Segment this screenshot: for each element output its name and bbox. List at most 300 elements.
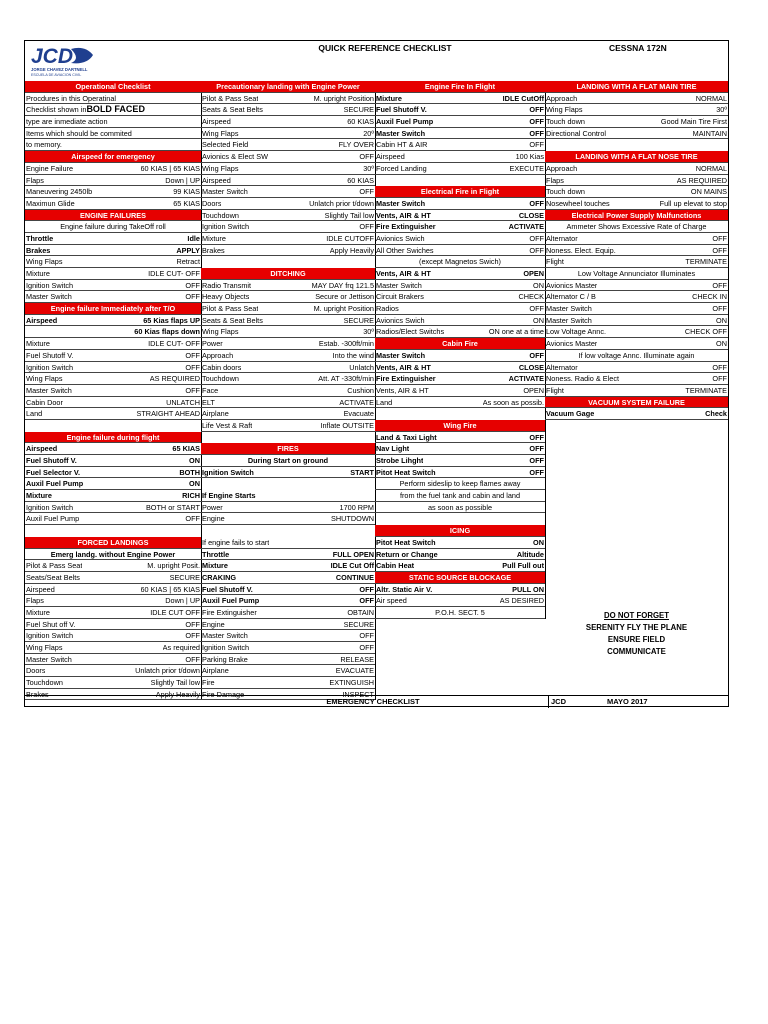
item-label: Master Switch — [26, 385, 72, 395]
checklist-item — [25, 607, 201, 619]
checklist-item — [25, 478, 201, 490]
item-label: Pitot Heat Switch — [376, 537, 436, 547]
item-action: OFF — [529, 117, 544, 127]
item-label: Fuel Selector V. — [26, 467, 81, 477]
item-label: Flaps — [26, 596, 44, 606]
item-action: Att. AT -330ft/min — [318, 374, 374, 384]
item-label: Flight — [546, 385, 564, 395]
item-action: Cushion — [347, 385, 374, 395]
checklist-item — [25, 186, 201, 198]
item-label: Flaps — [26, 175, 44, 185]
item-label: Doors — [202, 198, 222, 208]
item-label: Ignition Switch — [26, 631, 74, 641]
item-action: ON — [533, 315, 544, 325]
item-action: Apply Heavily — [155, 689, 200, 699]
item-label: Radios/Elect Switchs — [376, 327, 445, 337]
item-label: Master Switch — [202, 631, 248, 641]
checklist-item — [545, 128, 728, 140]
item-action: 65 Kias flaps UP — [143, 315, 200, 325]
checklist-item — [25, 93, 201, 105]
item-label: Noness. Radio & Elect — [546, 374, 620, 384]
item-action: SECURE — [343, 619, 374, 629]
item-action: OFF — [185, 631, 200, 641]
item-label — [25, 326, 26, 337]
item-action: SECURE — [343, 105, 374, 115]
item-label: Throttle — [202, 549, 230, 559]
checklist-item — [375, 303, 545, 315]
item-action: Unlatch — [349, 362, 374, 372]
item-label: Seats/Seat Belts — [26, 572, 80, 582]
item-action: ON — [533, 280, 544, 290]
checklist-item — [25, 595, 201, 607]
item-action: IDLE CutOff — [502, 93, 544, 103]
checklist-item — [25, 350, 201, 362]
checklist-item — [375, 385, 545, 397]
item-label — [375, 408, 376, 420]
checklist-item — [25, 654, 201, 666]
item-label: Nav Light — [376, 444, 410, 454]
checklist-item — [375, 233, 545, 245]
item-label: Fuel Shutoff V. — [376, 105, 427, 115]
item-action: ON one at a time — [488, 327, 544, 337]
checklist-item — [375, 104, 545, 116]
checklist-item — [201, 607, 375, 619]
item-label: Land — [376, 397, 393, 407]
item-action: 60 KIAS — [347, 175, 374, 185]
checklist-item — [545, 93, 728, 105]
item-action: OFF — [529, 444, 544, 454]
footer-org: JCD — [548, 696, 566, 708]
item-label: to memory. — [26, 140, 62, 150]
checklist-item — [25, 373, 201, 385]
item-label: CRAKING — [202, 572, 237, 582]
checklist-item — [25, 163, 201, 175]
item-action: OPEN — [523, 385, 544, 395]
item-action: AS REQUIRED — [149, 374, 200, 384]
checklist-item — [25, 291, 201, 303]
checklist-item — [375, 116, 545, 128]
checklist-item — [201, 595, 375, 607]
item-label: Brakes — [26, 245, 51, 255]
item-label: Wing Flaps — [546, 105, 583, 115]
item-action: Altitude — [516, 549, 544, 559]
item-action: OFF — [529, 105, 544, 115]
item-action: ACTIVATE — [339, 397, 374, 407]
checklist-item — [375, 584, 545, 596]
item-action: 60 KIAS — [347, 117, 374, 127]
checklist-item — [545, 233, 728, 245]
item-action: M. upright Position — [313, 304, 374, 314]
item-action: FULL OPEN — [332, 549, 374, 559]
item-action: OFF — [529, 245, 544, 255]
item-label: Radios — [376, 304, 399, 314]
item-label: Airplane — [202, 666, 229, 676]
item-label: Wing Flaps — [26, 374, 63, 384]
item-action: IDLE CUT OFF — [150, 607, 200, 617]
item-label: Power — [202, 502, 223, 512]
item-label: Mixture — [26, 269, 50, 278]
item-action: ON — [189, 456, 200, 465]
footer-date: MAYO 2017 — [607, 697, 648, 706]
checklist-item — [25, 502, 201, 514]
item-action: Retract — [176, 257, 200, 267]
item-action: BOTH or START — [145, 502, 200, 512]
checklist-note: If low voltage Annc. Illuminate again — [545, 350, 728, 362]
checklist-item — [201, 619, 375, 631]
item-label: Vents, AIR & HT — [376, 362, 431, 372]
item-action: IDLE CUT- OFF — [148, 339, 200, 349]
item-action: OFF — [185, 514, 200, 524]
checklist-item — [201, 373, 375, 385]
section-header: Electrical Fire in Flight — [375, 186, 545, 198]
checklist-item — [375, 280, 545, 292]
item-action: EXECUTE — [509, 163, 544, 173]
item-label: Master Switch — [376, 198, 426, 208]
checklist-item — [201, 560, 375, 572]
checklist-item — [545, 245, 728, 257]
item-label: Fuel Shutoff V. — [26, 350, 74, 360]
item-action: OFF — [529, 432, 544, 442]
svg-text:JCD: JCD — [31, 45, 74, 68]
item-label: Air speed — [376, 596, 407, 606]
checklist-item — [375, 455, 545, 467]
item-action: IDLE CUTOFF — [326, 233, 374, 243]
item-action: OFF — [529, 456, 544, 465]
item-label — [201, 525, 202, 537]
item-action: CHECK IN — [692, 292, 727, 302]
item-action: AS DESIRED — [499, 596, 544, 606]
checklist-item — [25, 397, 201, 409]
item-action: STRAIGHT AHEAD — [136, 409, 200, 419]
item-label: Avionics Master — [546, 280, 598, 290]
item-label: Fire Extinguisher — [376, 374, 436, 384]
checklist-item — [25, 443, 201, 455]
checklist-item — [375, 139, 545, 151]
svg-text:ESCUELA DE AVIACION CIVIL: ESCUELA DE AVIACION CIVIL — [31, 73, 82, 77]
item-label: Wing Flaps — [202, 163, 239, 173]
item-label: Mixture — [202, 233, 226, 243]
reminder-notes — [545, 610, 728, 658]
item-label: Vents, AIR & HT — [376, 269, 431, 278]
item-label: Mixture — [26, 491, 52, 501]
item-label: Airspeed — [26, 444, 58, 454]
item-action: Slightly Tail low — [150, 678, 200, 688]
checklist-item — [545, 198, 728, 210]
checklist-item — [201, 490, 375, 502]
checklist-item — [201, 303, 375, 315]
checklist-item — [375, 245, 545, 257]
checklist-item — [25, 420, 201, 432]
checklist-item — [25, 513, 201, 525]
checklist-item — [201, 432, 375, 444]
checklist-item — [375, 93, 545, 105]
checklist-item — [201, 163, 375, 175]
item-label: Master Switch — [376, 350, 426, 360]
checklist-item — [25, 362, 201, 374]
item-label: Auxil Fuel Pump — [26, 514, 80, 524]
item-label — [201, 432, 202, 444]
checklist-note: Emerg landg. without Engine Power — [25, 549, 201, 561]
checklist-item — [375, 467, 545, 479]
checklist-item — [25, 116, 201, 128]
checklist-note: Perform sideslip to keep flames away — [375, 478, 545, 490]
item-action: Good Main Tire First — [660, 117, 727, 127]
checklist-item — [25, 128, 201, 140]
item-label: Vents, AIR & HT — [376, 385, 429, 395]
checklist-item — [25, 280, 201, 292]
item-action: RICH — [182, 491, 200, 501]
item-action: 60 KIAS | 65 KIAS — [140, 584, 200, 594]
checklist-item — [375, 163, 545, 175]
item-label: Touchdown — [202, 374, 239, 384]
checklist-item — [201, 186, 375, 198]
item-label: Airspeed — [26, 315, 58, 325]
checklist-note: from the fuel tank and cabin and land — [375, 490, 545, 502]
item-label — [375, 513, 376, 525]
item-label: Master Switch — [376, 128, 426, 138]
item-label: Doors — [26, 666, 46, 676]
item-action: Evacuate — [343, 409, 374, 419]
item-label: Approach — [546, 93, 578, 103]
item-label: Directional Control — [546, 128, 607, 138]
item-label: Master Switch — [546, 304, 592, 314]
item-action: OPEN — [523, 269, 544, 278]
item-label: Procdures in this Operatinal — [26, 93, 117, 103]
section-header: Operational Checklist — [25, 81, 201, 93]
item-action: ON MAINS — [690, 187, 727, 197]
item-label: Ignition Switch — [26, 502, 74, 512]
item-action: OFF — [359, 152, 374, 162]
checklist-note: During Start on ground — [201, 455, 375, 467]
checklist-item — [25, 326, 201, 338]
item-label: Wing Flaps — [202, 327, 239, 337]
checklist-item — [201, 362, 375, 374]
section-header: Engine Fire In Flight — [375, 81, 545, 93]
item-label: Touchdown — [26, 678, 63, 688]
checklist-item — [375, 560, 545, 572]
checklist-item — [201, 291, 375, 303]
item-label: Low Voltage Annc. — [546, 327, 607, 337]
checklist-item — [201, 350, 375, 362]
item-action: OFF — [529, 128, 544, 138]
item-label: Checklist shown in — [26, 105, 87, 115]
checklist-item — [545, 175, 728, 187]
item-label: Wing Flaps — [26, 257, 63, 267]
item-label: Heavy Objects — [202, 292, 250, 302]
item-label: Engine — [202, 514, 225, 524]
checklist-item — [201, 677, 375, 689]
checklist-item — [375, 151, 545, 163]
item-label: Throttle — [26, 233, 54, 243]
item-label: Maximun Glide — [26, 198, 75, 208]
checklist-note: Low Voltage Annunciator Illuminates — [545, 268, 728, 280]
section-header: Engine failure during flight — [25, 432, 201, 444]
item-action: INSPECT — [342, 689, 374, 699]
section-header: Electrical Power Supply Malfunctions — [545, 210, 728, 222]
item-label: Life Vest & Raft — [202, 420, 253, 430]
checklist-item — [201, 420, 375, 432]
item-action: SECURE — [343, 315, 374, 325]
item-action: OFF — [359, 643, 374, 652]
checklist-item — [375, 128, 545, 140]
item-action: M. upright Position — [313, 93, 374, 103]
item-action: 30º — [716, 105, 727, 115]
checklist-item — [201, 654, 375, 666]
item-action: SECURE — [169, 572, 200, 582]
checklist-item — [375, 175, 545, 187]
item-action: As required — [162, 643, 200, 652]
item-label: Engine Failure — [26, 163, 74, 173]
checklist-item — [545, 385, 728, 397]
item-label: Auxil Fuel Pump — [26, 479, 84, 489]
checklist-item — [201, 175, 375, 187]
checklist-item — [545, 104, 728, 116]
item-label: Cabin HT & AIR — [376, 140, 428, 150]
checklist-item — [201, 467, 375, 479]
checklist-item — [201, 151, 375, 163]
item-action: OFF — [712, 245, 727, 255]
item-action: OFF — [359, 222, 374, 232]
checklist-item — [375, 537, 545, 549]
item-label: Auxil Fuel Pump — [376, 117, 434, 127]
reminder-note: ENSURE FIELD — [607, 635, 666, 644]
checklist-item — [545, 326, 728, 338]
checklist-note: P.O.H. SECT. 5 — [375, 607, 545, 619]
item-action: NORMAL — [695, 93, 727, 103]
checklist-note: (except Magnetos Swich) — [375, 256, 545, 268]
jcd-logo — [27, 43, 113, 79]
item-label: Ignition Switch — [26, 280, 74, 290]
item-action: OFF — [185, 619, 200, 629]
checklist-item — [201, 245, 375, 257]
checklist-column-4 — [545, 81, 728, 420]
item-action: Down | UP — [165, 175, 200, 185]
item-label: Fuel Shut off V. — [26, 619, 76, 629]
checklist-item — [25, 175, 201, 187]
checklist-item — [375, 268, 545, 280]
item-label: Maneuvering 2450lb — [26, 187, 93, 197]
checklist-item — [201, 385, 375, 397]
item-label: Mixture — [376, 93, 402, 103]
checklist-item — [25, 665, 201, 677]
checklist-item — [545, 408, 728, 420]
item-label: Radio Transmit — [202, 280, 252, 290]
item-action: OFF — [359, 631, 374, 641]
item-label: Approach — [546, 163, 578, 173]
item-action: CHECK — [518, 292, 544, 302]
checklist-item — [545, 139, 728, 151]
checklist-item — [201, 280, 375, 292]
item-action: OFF — [185, 362, 200, 372]
item-action: CONTINUE — [335, 572, 374, 582]
checklist-item — [375, 513, 545, 525]
item-label: Brakes — [26, 689, 49, 699]
checklist-item — [25, 256, 201, 268]
item-action: PULL ON — [512, 584, 544, 594]
item-action: OFF — [712, 362, 727, 372]
section-header: Cabin Fire — [375, 338, 545, 350]
item-action: OFF — [529, 233, 544, 243]
item-action: 65 KIAS — [173, 198, 200, 208]
checklist-item — [375, 432, 545, 444]
page-title: QUICK REFERENCE CHECKLIST — [318, 43, 452, 53]
checklist-item — [201, 338, 375, 350]
item-label — [375, 175, 376, 187]
checklist-item — [25, 408, 201, 420]
item-label: Alternator C / B — [546, 292, 596, 302]
item-action: OFF — [185, 292, 200, 302]
item-label: Avionics Swich — [376, 233, 425, 243]
checklist-item — [201, 408, 375, 420]
checklist-item — [545, 280, 728, 292]
checklist-item — [25, 315, 201, 327]
item-action: TERMINATE — [685, 257, 727, 267]
item-label: Flaps — [546, 175, 564, 185]
checklist-column-3 — [375, 81, 546, 619]
item-label: Ignition Switch — [202, 467, 254, 477]
checklist-item — [545, 315, 728, 327]
checklist-item — [25, 619, 201, 631]
section-header: STATIC SOURCE BLOCKAGE — [375, 572, 545, 584]
checklist-item — [545, 362, 728, 374]
checklist-item — [25, 630, 201, 642]
checklist-item — [201, 513, 375, 525]
item-action: 30º — [363, 163, 374, 173]
item-action: ON — [716, 339, 727, 349]
item-label: Master Switch — [26, 292, 72, 302]
item-action: ON — [533, 537, 544, 547]
item-label: Master Switch — [202, 187, 248, 197]
item-action: OBTAIN — [347, 607, 374, 617]
item-action: IDLE CUT- OFF — [148, 269, 200, 278]
checklist-item — [25, 385, 201, 397]
checklist-column-1 — [25, 81, 202, 700]
item-label: Fuel Shutoff V. — [26, 456, 77, 465]
item-label: Mixture — [26, 607, 50, 617]
checklist-item — [201, 198, 375, 210]
item-action: OFF — [185, 385, 200, 395]
item-label: Strobe Lihght — [376, 456, 424, 465]
checklist-item — [545, 186, 728, 198]
item-label: Airspeed — [26, 584, 55, 594]
item-label: Ignition Switch — [202, 643, 250, 652]
checklist-item — [545, 163, 728, 175]
checklist-item — [375, 221, 545, 233]
item-action: EXTINGUISH — [329, 678, 374, 688]
item-label: Pilot & Pass Seat — [202, 304, 259, 314]
item-action: BOTH — [179, 467, 200, 477]
item-label: Seats & Seat Belts — [202, 315, 263, 325]
item-action: Estab. -300ft/min — [318, 339, 374, 349]
checklist-item — [201, 233, 375, 245]
item-label: Wing Flaps — [202, 128, 239, 138]
checklist-note: as soon as possible — [375, 502, 545, 514]
item-action: OFF — [185, 654, 200, 664]
item-action: 60 KIAS | 65 KIAS — [140, 163, 200, 173]
item-action: CLOSE — [518, 362, 544, 372]
item-action: OFF — [529, 198, 544, 208]
item-label: Brakes — [202, 245, 225, 255]
checklist-item — [201, 139, 375, 151]
reminder-note: SERENITY FLY THE PLANE — [585, 623, 688, 632]
checklist-item — [375, 595, 545, 607]
item-label: Ignition Switch — [26, 362, 74, 372]
item-label: If engine fails to start — [202, 537, 270, 547]
item-label: Avionics & Elect SW — [202, 152, 268, 162]
item-label: Master Switch — [376, 280, 422, 290]
item-label: Approach — [202, 350, 234, 360]
item-label: Airplane — [202, 409, 229, 419]
